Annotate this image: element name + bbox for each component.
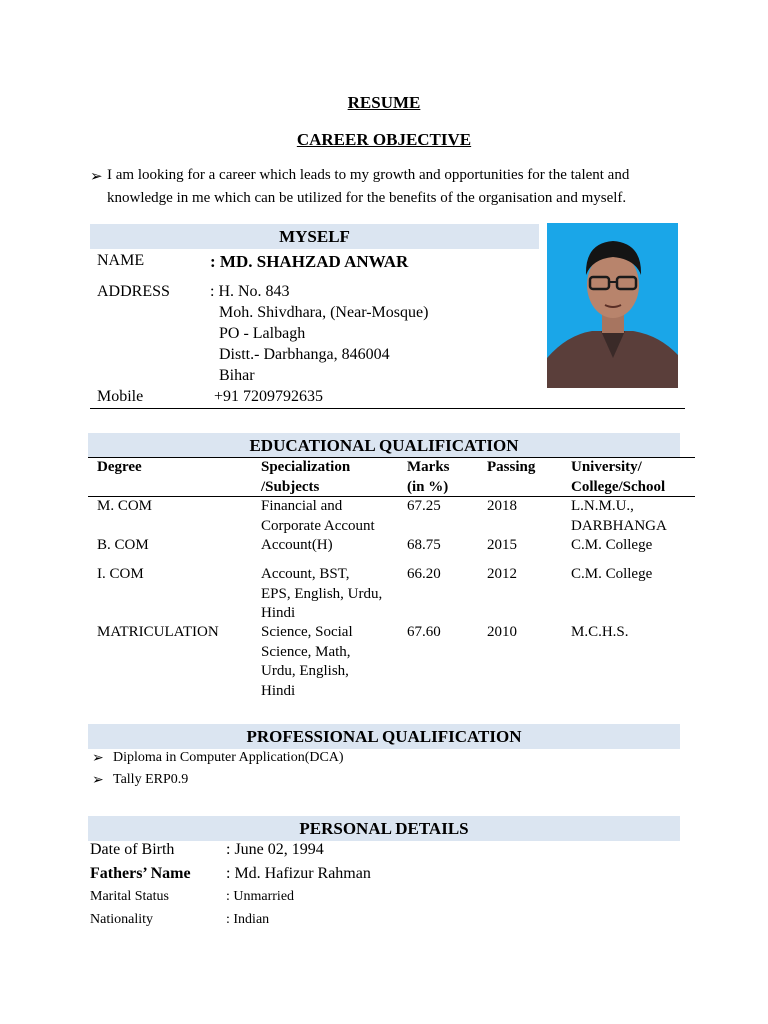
edu-header-passing: Passing xyxy=(487,459,536,475)
table-row-specialization: Financial and Corporate Account xyxy=(261,498,375,534)
address-line-3: PO - Lalbagh xyxy=(219,325,306,342)
name-label: NAME xyxy=(97,252,145,269)
mobile-value: +91 7209792635 xyxy=(214,388,324,405)
myself-heading: MYSELF xyxy=(279,227,350,246)
address-line-4: Distt.- Darbhanga, 846004 xyxy=(219,346,390,363)
education-heading: EDUCATIONAL QUALIFICATION xyxy=(249,436,519,455)
table-row-marks: 68.75 xyxy=(407,537,441,553)
edu-header-degree: Degree xyxy=(97,459,142,475)
table-row-university: L.N.M.U., DARBHANGA xyxy=(571,498,667,534)
career-objective-line-2: knowledge in me which can be utilized for the benefits of the organisation and myself. xyxy=(107,190,627,206)
table-row-degree: B. COM xyxy=(97,537,149,553)
table-row-passing: 2012 xyxy=(487,566,517,582)
name-value: : MD. SHAHZAD ANWAR xyxy=(210,252,409,271)
table-row-university: C.M. College xyxy=(571,537,653,553)
table-row-university: M.C.H.S. xyxy=(571,624,629,640)
table-row-passing: 2018 xyxy=(487,498,517,514)
education-band xyxy=(88,433,680,458)
father-name-label: Fathers’ Name xyxy=(90,865,191,882)
career-objective-line-1: I am looking for a career which leads to my growth and opportunities for the talent and xyxy=(107,167,630,183)
table-row-passing: 2010 xyxy=(487,624,517,640)
address-line-5: Bihar xyxy=(219,367,255,384)
table-row-specialization: Account, BST, EPS, English, Urdu, Hindi xyxy=(261,566,383,621)
table-row-specialization: Science, Social Science, Math, Urdu, English, Hindi xyxy=(261,624,353,699)
arrow-bullet-icon: ➢ xyxy=(90,169,103,185)
mobile-label: Mobile xyxy=(97,388,144,405)
marital-status-value: : Unmarried xyxy=(226,889,295,904)
address-label: ADDRESS xyxy=(97,283,170,300)
table-row-passing: 2015 xyxy=(487,537,517,553)
marital-status-label: Marital Status xyxy=(90,889,169,904)
table-row-degree: I. COM xyxy=(97,566,144,582)
career-objective-heading: CAREER OBJECTIVE xyxy=(296,130,472,149)
arrow-bullet-icon: ➢ xyxy=(92,773,104,788)
professional-item: Diploma in Computer Application(DCA) xyxy=(113,750,344,765)
edu-header-university: University/ College/School xyxy=(571,459,666,495)
professional-band xyxy=(88,724,680,749)
arrow-bullet-icon: ➢ xyxy=(92,751,104,766)
resume-title: RESUME xyxy=(347,93,421,112)
personal-heading: PERSONAL DETAILS xyxy=(299,819,469,838)
nationality-label: Nationality xyxy=(90,912,153,927)
myself-band xyxy=(90,224,539,249)
personal-band xyxy=(88,816,680,841)
nationality-value: : Indian xyxy=(226,912,270,927)
table-row-marks: 67.25 xyxy=(407,498,441,514)
father-name-value: : Md. Hafizur Rahman xyxy=(226,865,371,882)
table-row-marks: 66.20 xyxy=(407,566,441,582)
professional-item: Tally ERP0.9 xyxy=(113,772,189,787)
address-line-1: : H. No. 843 xyxy=(210,283,290,300)
table-row-specialization: Account(H) xyxy=(261,537,333,553)
edu-header-marks: Marks (in %) xyxy=(407,459,450,495)
address-line-2: Moh. Shivdhara, (Near-Mosque) xyxy=(219,304,429,321)
myself-divider xyxy=(90,408,685,409)
table-row-marks: 67.60 xyxy=(407,624,441,640)
table-row-degree: MATRICULATION xyxy=(97,624,219,640)
profile-photo xyxy=(547,223,678,388)
table-row-degree: M. COM xyxy=(97,498,153,514)
dob-value: : June 02, 1994 xyxy=(226,841,324,858)
professional-heading: PROFESSIONAL QUALIFICATION xyxy=(246,727,522,746)
table-row-university: C.M. College xyxy=(571,566,653,582)
edu-header-specialization: Specialization /Subjects xyxy=(261,459,351,495)
dob-label: Date of Birth xyxy=(90,841,175,858)
